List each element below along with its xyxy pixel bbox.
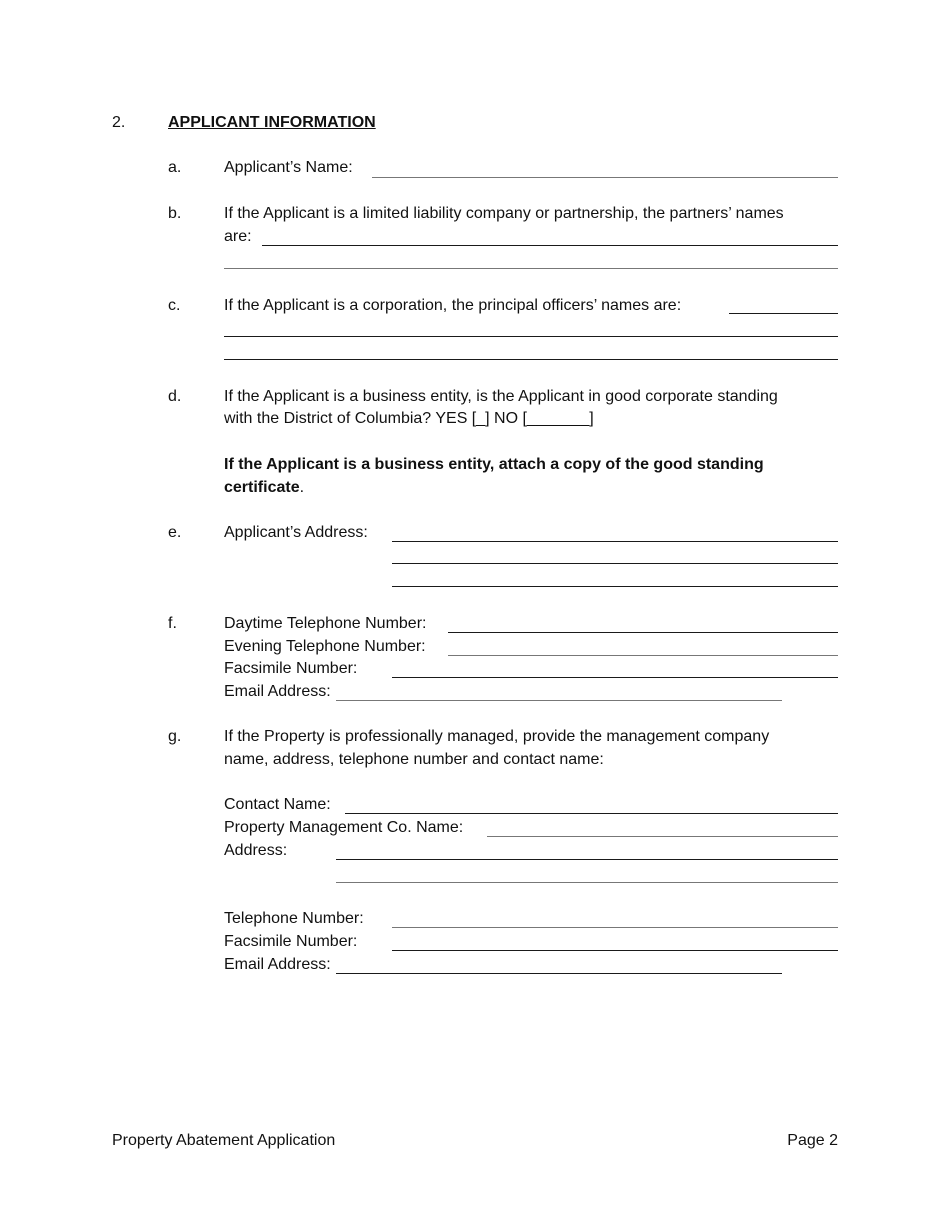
page-number: Page 2 <box>787 1132 838 1149</box>
management-question-line1: If the Property is professionally managed, provide the management company <box>224 728 770 745</box>
section-title: APPLICANT INFORMATION <box>168 114 376 131</box>
footer-title: Property Abatement Application <box>112 1132 336 1149</box>
applicant-fax-field[interactable] <box>392 677 838 678</box>
standing-question-line2[interactable]: with the District of Columbia? YES [_] NO [_______] <box>224 410 594 427</box>
management-fax-label: Facsimile Number: <box>224 933 358 950</box>
management-fax-field[interactable] <box>392 950 838 951</box>
applicant-address-label: Applicant’s Address: <box>224 524 368 541</box>
applicant-address-field-2[interactable] <box>392 563 838 564</box>
officers-names-field-3[interactable] <box>224 359 838 360</box>
evening-phone-label: Evening Telephone Number: <box>224 638 426 655</box>
applicant-email-label: Email Address: <box>224 683 331 700</box>
item-letter-d: d. <box>168 388 182 405</box>
officers-names-field-1[interactable] <box>729 313 838 314</box>
partners-question-line1: If the Applicant is a limited liability company or partnership, the partners’ names <box>224 205 784 222</box>
applicant-address-field-1[interactable] <box>392 541 838 542</box>
applicant-address-field-3[interactable] <box>392 586 838 587</box>
management-address-field-1[interactable] <box>336 859 838 860</box>
standing-note-bold: certificate <box>224 479 300 496</box>
item-letter-c: c. <box>168 297 181 314</box>
contact-name-label: Contact Name: <box>224 796 331 813</box>
management-email-field[interactable] <box>336 973 782 974</box>
applicant-fax-label: Facsimile Number: <box>224 660 358 677</box>
applicant-name-field[interactable] <box>372 177 838 178</box>
standing-note-line2 <box>224 478 304 498</box>
management-email-label: Email Address: <box>224 956 331 973</box>
daytime-phone-field[interactable] <box>448 632 838 633</box>
management-phone-label: Telephone Number: <box>224 910 364 927</box>
item-letter-f: f. <box>168 615 177 632</box>
contact-name-field[interactable] <box>345 813 838 814</box>
standing-note-line1: If the Applicant is a business entity, attach a copy of the good standing <box>224 456 764 473</box>
management-address-field-2[interactable] <box>336 882 838 883</box>
item-letter-g: g. <box>168 728 182 745</box>
partners-names-field-1[interactable] <box>262 245 838 246</box>
partners-question-line2: are: <box>224 228 252 245</box>
officers-names-field-2[interactable] <box>224 336 838 337</box>
management-question-line2: name, address, telephone number and contact name: <box>224 751 604 768</box>
management-address-label: Address: <box>224 842 288 859</box>
applicant-name-label: Applicant’s Name: <box>224 159 353 176</box>
management-phone-field[interactable] <box>392 927 838 928</box>
standing-note-period: . <box>299 479 305 496</box>
management-company-field[interactable] <box>487 836 838 837</box>
section-number: 2. <box>112 114 126 131</box>
item-letter-a: a. <box>168 159 182 176</box>
management-company-label: Property Management Co. Name: <box>224 819 464 836</box>
evening-phone-field[interactable] <box>448 655 838 656</box>
item-letter-e: e. <box>168 524 182 541</box>
standing-question-line1: If the Applicant is a business entity, is the Applicant in good corporate standing <box>224 388 778 405</box>
applicant-email-field[interactable] <box>336 700 782 701</box>
partners-names-field-2[interactable] <box>224 268 838 269</box>
item-letter-b: b. <box>168 205 182 222</box>
officers-question: If the Applicant is a corporation, the principal officers’ names are: <box>224 297 682 314</box>
daytime-phone-label: Daytime Telephone Number: <box>224 615 427 632</box>
